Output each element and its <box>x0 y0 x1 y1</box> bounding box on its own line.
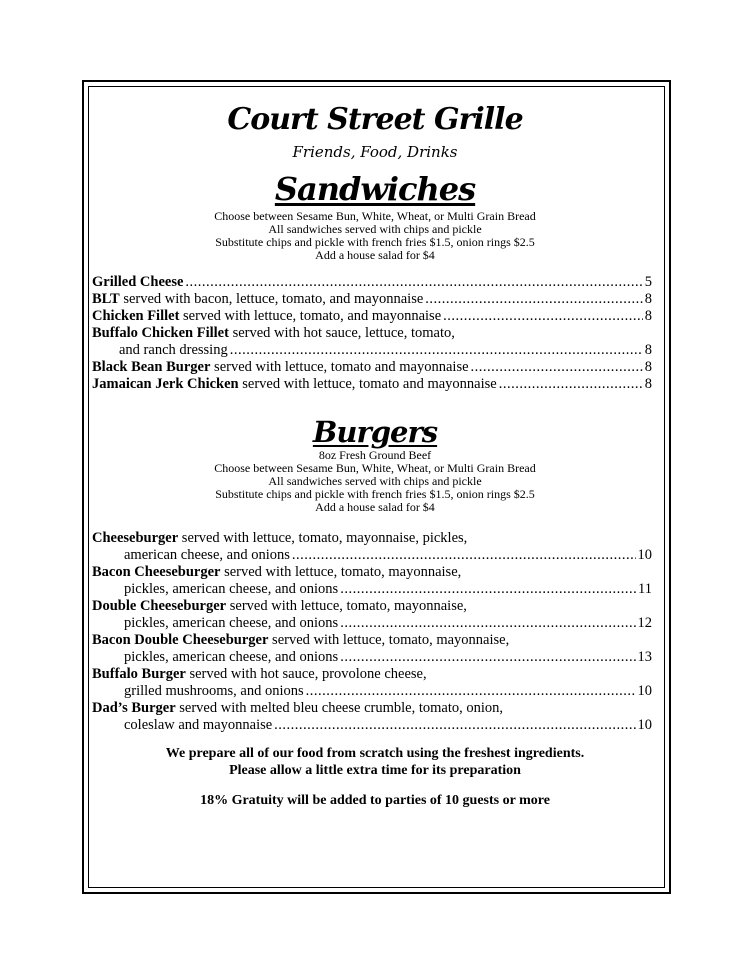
item-desc: served with lettuce, tomato, mayonnaise, <box>224 564 462 580</box>
item-price: 5 <box>644 274 652 290</box>
item-desc: served with hot sauce, lettuce, tomato, <box>232 325 455 341</box>
note-line: All sandwiches served with chips and pickle <box>268 474 482 488</box>
item-desc: served with bacon, lettuce, tomato, and mayonnaise <box>123 291 424 307</box>
menu-item-continued <box>92 717 652 734</box>
item-name: Jamaican Jerk Chicken <box>92 376 239 392</box>
leader-dots <box>340 615 635 632</box>
note-line: Choose between Sesame Bun, White, Wheat, or Multi Grain Bread <box>214 461 536 475</box>
item-desc: coleslaw and mayonnaise <box>124 717 273 733</box>
item-price: 8 <box>644 376 652 392</box>
note-line: All sandwiches served with chips and pickle <box>268 222 482 236</box>
item-name: Dad’s Burger <box>92 700 176 716</box>
item-name: Double Cheeseburger <box>92 598 227 614</box>
footer-line: Please allow a little extra time for its preparation <box>229 763 521 778</box>
burger-list <box>92 530 652 734</box>
menu-item <box>92 308 652 325</box>
item-desc: served with lettuce, tomato, and mayonnaise <box>183 308 442 324</box>
item-price: 8 <box>644 308 652 324</box>
leader-dots <box>185 274 642 291</box>
item-desc: pickles, american cheese, and onions <box>124 615 339 631</box>
sandwich-list <box>92 274 652 393</box>
section-title-sandwiches: Sandwiches <box>274 170 476 208</box>
leader-dots <box>340 581 636 598</box>
item-price: 12 <box>637 615 652 631</box>
menu-item-continued <box>92 342 652 359</box>
note-line: Substitute chips and pickle with french fries $1.5, onion rings $2.5 <box>215 235 535 249</box>
leader-dots <box>340 649 635 666</box>
item-desc: served with lettuce, tomato and mayonnaise <box>242 376 497 392</box>
menu-item <box>92 530 652 547</box>
item-desc: pickles, american cheese, and onions <box>124 581 339 597</box>
item-name: Cheeseburger <box>92 530 179 546</box>
item-name: Buffalo Burger <box>92 666 186 682</box>
item-desc: served with lettuce, tomato, mayonnaise, pickles, <box>181 530 468 546</box>
tagline: Friends, Food, Drinks <box>292 143 458 161</box>
leader-dots <box>443 308 643 325</box>
burger-notes <box>0 449 750 514</box>
leader-dots <box>274 717 635 734</box>
item-desc: american cheese, and onions <box>124 547 290 563</box>
leader-dots <box>306 683 636 700</box>
item-desc: served with hot sauce, provolone cheese, <box>189 666 427 682</box>
item-desc: and ranch dressing <box>119 342 228 358</box>
menu-item <box>92 666 652 683</box>
item-name: Grilled Cheese <box>92 274 184 290</box>
item-name: Buffalo Chicken Fillet <box>92 325 229 341</box>
item-price: 10 <box>637 717 652 733</box>
sandwich-notes <box>0 210 750 262</box>
note-line: Choose between Sesame Bun, White, Wheat, or Multi Grain Bread <box>214 209 536 223</box>
note-line: 8oz Fresh Ground Beef <box>318 448 432 462</box>
menu-item <box>92 700 652 717</box>
item-desc: served with lettuce, tomato and mayonnaise <box>214 359 469 375</box>
gratuity-note: 18% Gratuity will be added to parties of 10 guests or more <box>200 793 550 808</box>
item-desc: served with melted bleu cheese crumble, tomato, onion, <box>179 700 504 716</box>
leader-dots <box>230 342 643 359</box>
menu-item <box>92 598 652 615</box>
item-name: BLT <box>92 291 120 307</box>
menu-item <box>92 274 652 291</box>
leader-dots <box>425 291 642 308</box>
menu-item-continued <box>92 615 652 632</box>
note-line: Substitute chips and pickle with french fries $1.5, onion rings $2.5 <box>215 487 535 501</box>
item-price: 11 <box>638 581 652 597</box>
menu-item <box>92 564 652 581</box>
note-line: Add a house salad for $4 <box>315 500 435 514</box>
note-line: Add a house salad for $4 <box>315 248 435 262</box>
menu-item-continued <box>92 683 652 700</box>
menu-item <box>92 291 652 308</box>
item-desc: served with lettuce, tomato, mayonnaise, <box>229 598 467 614</box>
item-price: 10 <box>637 547 652 563</box>
leader-dots <box>499 376 643 393</box>
item-desc: served with lettuce, tomato, mayonnaise, <box>272 632 510 648</box>
item-name: Bacon Double Cheeseburger <box>92 632 269 648</box>
item-price: 8 <box>644 359 652 375</box>
menu-item <box>92 376 652 393</box>
footer-line: We prepare all of our food from scratch using the freshest ingredients. <box>165 746 585 761</box>
footer-note <box>0 745 750 779</box>
menu-item-continued <box>92 547 652 564</box>
section-title-burgers: Burgers <box>312 415 438 449</box>
menu-item-continued <box>92 581 652 598</box>
item-name: Black Bean Burger <box>92 359 211 375</box>
item-price: 8 <box>644 291 652 307</box>
item-price: 10 <box>637 683 652 699</box>
item-desc: grilled mushrooms, and onions <box>124 683 304 699</box>
leader-dots <box>292 547 636 564</box>
leader-dots <box>471 359 643 376</box>
item-name: Chicken Fillet <box>92 308 180 324</box>
menu-item <box>92 325 652 342</box>
menu-item-continued <box>92 649 652 666</box>
item-price: 13 <box>637 649 652 665</box>
menu-item <box>92 359 652 376</box>
restaurant-name: Court Street Grille <box>227 102 523 137</box>
menu-item <box>92 632 652 649</box>
item-desc: pickles, american cheese, and onions <box>124 649 339 665</box>
item-name: Bacon Cheeseburger <box>92 564 221 580</box>
item-price: 8 <box>644 342 652 358</box>
